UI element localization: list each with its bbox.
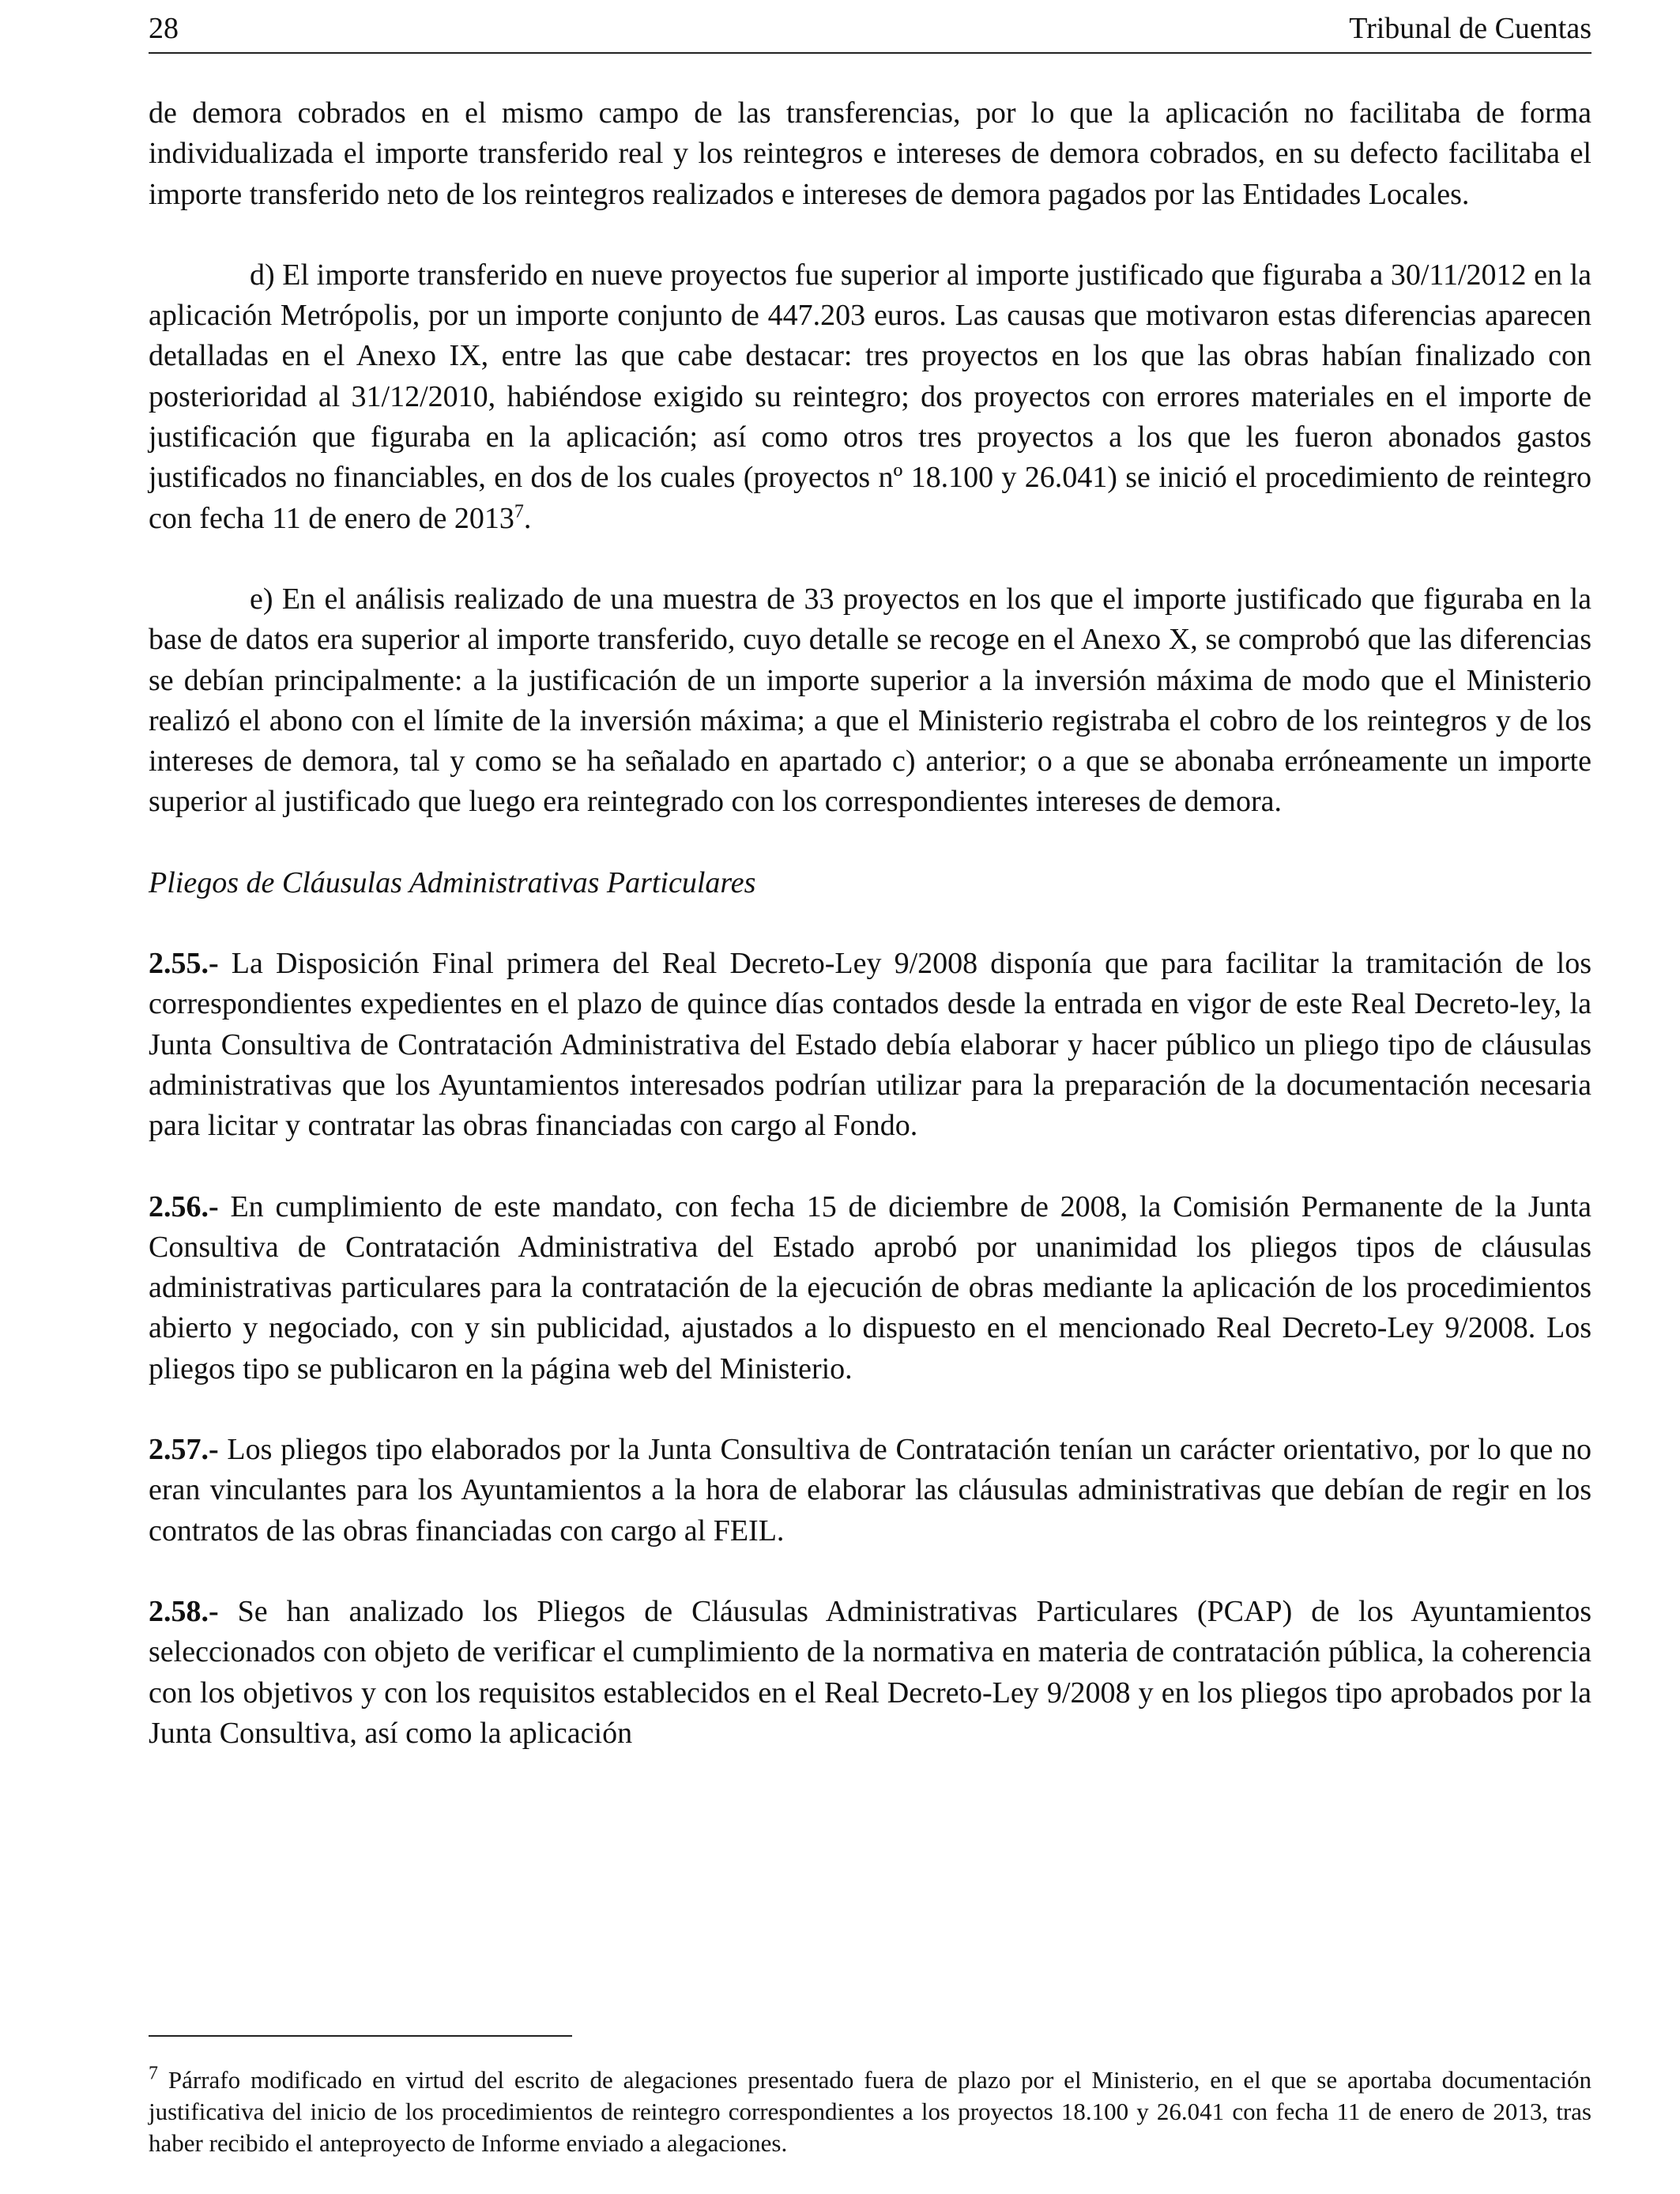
page-header bbox=[149, 11, 1591, 54]
footnote bbox=[149, 2064, 1591, 2159]
paragraph-number: 2.55.- bbox=[149, 947, 219, 981]
footnote-separator bbox=[149, 2035, 572, 2037]
paragraph-2-58 bbox=[149, 1592, 1591, 1754]
paragraph-number: 2.58.- bbox=[149, 1594, 219, 1628]
body-text bbox=[149, 93, 1591, 1794]
paragraph-d-text: d) El importe transferido en nueve proyectos fue superior al importe justificado que figuraba a 30/11/2012 en la aplicación Metrópolis, por un importe conjunto de 447.203 euros. Las causas que motivaron estas diferencias aparecen detalladas en el Anexo IX, entre las que cabe destacar: tres proyectos en los que las obras habían finalizado con posterioridad al 31/12/2010, habiéndose exigido su reintegro; dos proyectos con errores materiales en el importe de justificación que figuraba en la aplicación; así como otros tres proyectos a los que les fueron abonados gastos justificados no financiables, en dos de los cuales (proyectos nº 18.100 y 26.041) se inició el procedimiento de reintegro con fecha 11 de enero de 2013 bbox=[149, 258, 1591, 535]
paragraph-number: 2.57.- bbox=[149, 1433, 219, 1467]
paragraph-text: En cumplimiento de este mandato, con fecha 15 de diciembre de 2008, la Comisión Permanente de la Junta Consultiva de Contratación Administrativa del Estado aprobó por unanimidad los pliegos tipos de cláusulas administrativas particulares para la contratación de la ejecución de obras mediante la aplicación de los procedimientos abierto y negociado, con y sin publicidad, ajustados a lo dispuesto en el mencionado Real Decreto-Ley 9/2008. Los pliegos tipo se publicaron en la página web del Ministerio. bbox=[149, 1189, 1592, 1385]
footnote-text: Párrafo modificado en virtud del escrito de alegaciones presentado fuera de plazo por el Ministerio, en el que se aportaba documentación justificativa del inicio de los procedimientos de reintegro correspondientes a los proyectos 18.100 y 26.041 con fecha 11 de enero de 2013, tras haber recibido el anteproyecto de Informe enviado a alegaciones. bbox=[149, 2066, 1591, 2157]
section-heading: Pliegos de Cláusulas Administrativas Particulares bbox=[149, 865, 756, 899]
page-number: 28 bbox=[149, 12, 179, 45]
paragraph-e: e) En el análisis realizado de una muestra de 33 proyectos en los que el importe justificado que figuraba en la base de datos era superior al importe transferido, cuyo detalle se recoge en el Anexo X, se comprobó que las diferencias se debían principalmente: a la justificación de un importe superior a la inversión máxima de modo que el Ministerio realizó el abono con el límite de la inversión máxima; a que el Ministerio registraba el cobro de los reintegros y de los intereses de demora, tal y como se ha señalado en apartado c) anterior; o a que se abonaba erróneamente un importe superior al justificado que luego era reintegrado con los correspondientes intereses de demora. bbox=[149, 582, 1591, 819]
paragraph-2-55 bbox=[149, 944, 1591, 1146]
footnote-marker: 7 bbox=[149, 2063, 158, 2084]
paragraph-intro: de demora cobrados en el mismo campo de las transferencias, por lo que la aplicación no facilitaba de forma individualizada el importe transferido real y los reintegros e intereses de demora cobrados, en su defecto facilitaba el importe transferido neto de los reintegros realizados e intereses de demora pagados por las Entidades Locales. bbox=[149, 96, 1591, 211]
paragraph-number: 2.56.- bbox=[149, 1189, 219, 1223]
document-page bbox=[149, 0, 1591, 2194]
paragraph-text: Los pliegos tipo elaborados por la Junta Consultiva de Contratación tenían un carácter orientativo, por lo que no eran vinculantes para los Ayuntamientos a la hora de elaborar las cláusulas administrativas que debían de regir en los contratos de las obras financiadas con cargo al FEIL. bbox=[149, 1433, 1592, 1547]
paragraph-d bbox=[149, 255, 1591, 539]
footnote-7 bbox=[149, 2064, 1591, 2159]
paragraph-text: La Disposición Final primera del Real Decreto-Ley 9/2008 disponía que para facilitar la tramitación de los correspondientes expedientes en el plazo de quince días contados desde la entrada en vigor de este Real Decreto-ley, la Junta Consultiva de Contratación Administrativa del Estado debía elaborar y hacer público un pliego tipo de cláusulas administrativas que los Ayuntamientos interesados podrían utilizar para la preparación de la documentación necesaria para licitar y contratar las obras financiadas con cargo al Fondo. bbox=[149, 947, 1591, 1143]
paragraph-text: Se han analizado los Pliegos de Cláusulas Administrativas Particulares (PCAP) de los Ayuntamientos seleccionados con objeto de verificar el cumplimiento de la normativa en materia de contratación pública, la coherencia con los objetivos y con los requisitos establecidos en el Real Decreto-Ley 9/2008 y en los pliegos tipo aprobados por la Junta Consultiva, así como la aplicación bbox=[149, 1594, 1591, 1750]
paragraph-2-57 bbox=[149, 1430, 1591, 1551]
paragraph-2-56 bbox=[149, 1187, 1591, 1389]
paragraph-d-end: . bbox=[523, 501, 532, 535]
footnote-reference[interactable]: 7 bbox=[514, 501, 524, 522]
running-title: Tribunal de Cuentas bbox=[1349, 12, 1591, 45]
